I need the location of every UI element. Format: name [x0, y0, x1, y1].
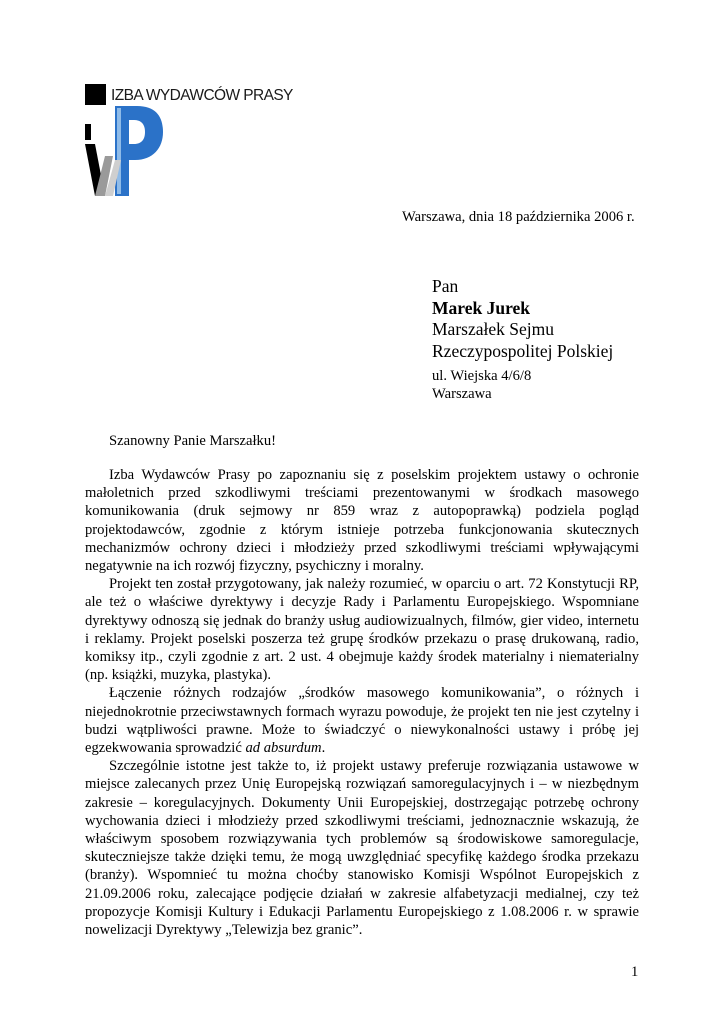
- logo-p-bowl: [115, 106, 163, 196]
- paragraph-3-end: .: [321, 740, 326, 757]
- recipient-institution: Rzeczypospolitej Polskiej: [432, 340, 614, 361]
- logo: [85, 84, 295, 196]
- recipient-block: [432, 276, 613, 362]
- date-line: Warszawa, dnia 18 października 2006 r.: [402, 209, 635, 225]
- paragraph-1: Izba Wydawców Prasy po zapoznaniu się z poselskim projektem ustawy o ochronie małoletnich przed szkodliwymi treściami prezentowanymi w środkach masowego komunikowania (druk sejmowy nr 859 wraz z autopoprawką) podziela pogląd projektodawców, zgodnie z którym istnieje potrzeba funkcjonowania skutecznych mechanizmów ochrony dzieci i młodzieży przed szkodliwymi treściami wpływającymi negatywnie na ich rozwój fizyczny, psychiczny i moralny.: [85, 467, 639, 575]
- logo-org-name: IZBA WYDAWCÓW PRASY: [111, 87, 293, 104]
- recipient-street: ul. Wiejska 4/6/8: [432, 368, 532, 384]
- logo-square: [85, 84, 106, 105]
- recipient-address: [432, 368, 531, 403]
- paragraph-3-text: Łączenie różnych rodzajów „środków masowego komunikowania”, o różnych i niejednokrotnie przeciwstawnych formach wyrazu powoduje, że projekt ten nie jest czytelny i budzi wątpliwości prawne. Może to świadczyć o niewykonalności ustawy i próbę jej egzekwowania sprowadzić: [85, 685, 639, 757]
- page-number: 1: [631, 964, 639, 980]
- recipient-title: Marszałek Sejmu: [432, 319, 554, 339]
- paragraph-3: [85, 684, 639, 757]
- paragraph-2: Projekt ten został przygotowany, jak należy rozumieć, w oparciu o art. 72 Konstytucji RP, ale też o właściwe dyrektywy i decyzje Rady i Parlamentu Europejskiego. Wspomniane dyrektywy odnoszą się jednak do branży usług audiowizualnych, filmów, gier video, internetu i reklamy. Projekt poselski poszerza też grupę środków przekazu o prasę drukowaną, radio, komiksy itp., czyli zgodnie z art. 2 ust. 4 obejmuje każdy środek materialny i niematerialny (np. książki, muzyka, plastyka).: [85, 576, 639, 684]
- logo-p-highlight: [117, 108, 121, 194]
- recipient-name: Marek Jurek: [432, 297, 531, 318]
- recipient-city: Warszawa: [432, 385, 492, 402]
- logo-iwp-mark: [85, 104, 165, 196]
- salutation: Szanowny Panie Marszałku!: [109, 433, 276, 449]
- paragraph-4: Szczególnie istotne jest także to, iż projekt ustawy preferuje rozwiązania ustawowe w miejsce zalecanych przez Unię Europejską rozwiązań samoregulacyjnych i – w niezbędnym zakresie – koregulacyjnych. Dokumenty Unii Europejskiej, dostrzegając potrzebę ochrony wychowania dzieci i młodzieży przed szkodliwymi treściami, jednoznacznie wskazują, że właściwym sposobem rozwiązywania tych problemów są środowiskowe samoregulacje, skuteczniejsze także dzięki temu, że mogą uwzględniać specyfikę każdego środka przekazu (branży). Wspomnieć tu można choćby stanowisko Komisji Wspólnot Europejskich z 21.09.2006 roku, zalecające podjęcie działań w zakresie alfabetyzacji medialnej, czy też propozycje Komisji Kultury i Edukacji Parlamentu Europejskiego z 1.08.2006 r. w sprawie nowelizacji Dyrektywy „Telewizja bez granic”.: [85, 758, 639, 939]
- recipient-honorific: Pan: [432, 276, 459, 296]
- paragraph-3-italic: ad absurdum: [245, 740, 322, 757]
- logo-i-bar: [85, 124, 91, 140]
- letter-body: [85, 466, 639, 939]
